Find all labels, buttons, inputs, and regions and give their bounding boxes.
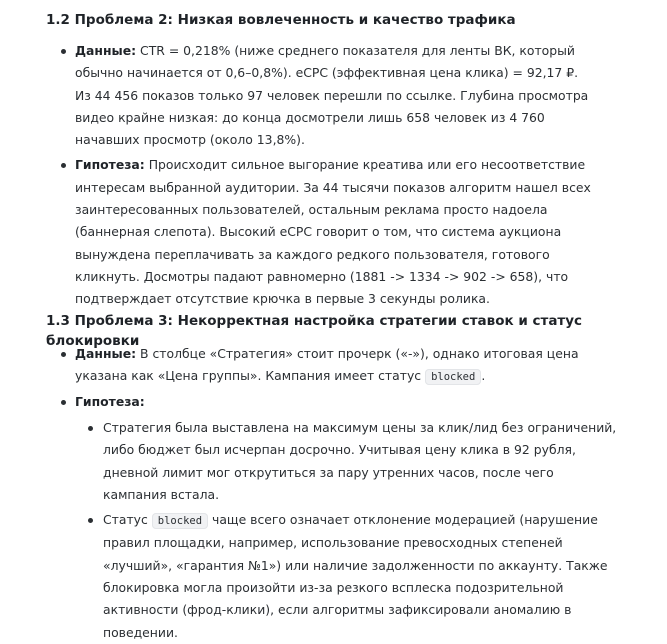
sub-list-item [103, 509, 623, 644]
section-1-3-sublist [103, 417, 663, 644]
bullet-icon [61, 352, 66, 357]
hypothesis-label: Гипотеза: [75, 157, 145, 173]
bullet-icon [88, 518, 93, 523]
data-text: В столбце «Стратегия» стоит прочерк («-»), однако итоговая цена указана как «Цена группы». Кампания имеет статус [75, 346, 579, 384]
section-heading-1-2: 1.2 Проблема 2: Низкая вовлеченность и качество трафика [46, 12, 516, 28]
hypothesis-text: Происходит сильное выгорание креатива или его несоответствие интересам выбранной аудитории. За 44 тысячи показов алгоритм нашел всех заинтересованных пользователей, остальным реклама просто надоела (баннерная слепота). Высокий eCPC говорит о том, что система аукциона вынуждена переплачивать за каждого редкого пользователя, готового кликнуть. Досмотры падают равномерно (1881 -> 1334 -> 902 -> 658), что подтверждает отсутствие крючка в первые 3 секунды ролика. [75, 157, 591, 307]
data-label: Данные: [75, 43, 137, 58]
data-text: CTR = 0,218% (ниже среднего показателя для ленты ВК, который обычно начинается от 0,6–0,8%). eCPC (эффективная цена клика) = 92,17 ₽. Из 44 456 показов только 97 человек перешли по ссылке. Глубина просмотра видео крайне низкая: до конца досмотрели лишь 658 человек из 4 760 начавших просмотр (около 13,8%). [75, 43, 589, 148]
list-item-hypothesis [46, 391, 606, 413]
status-code: blocked [425, 369, 481, 385]
sub-item-text-start: Статус [103, 512, 148, 528]
section-1-2-list [46, 40, 606, 311]
bullet-icon [61, 49, 66, 54]
data-text-end: . [481, 368, 486, 384]
bullet-icon [61, 400, 66, 405]
list-item-data [46, 40, 595, 151]
sub-list-item [103, 417, 618, 506]
section-1-3-list [46, 343, 606, 413]
hypothesis-label: Гипотеза: [75, 393, 145, 409]
sub-item-text: Стратегия была выставлена на максимум цены за клик/лид без ограничений, либо бюджет был исчерпан досрочно. Учитывая цену клика в 92 рубля, дневной лимит мог открутиться за пару утренних часов, после чего кампания встала. [103, 420, 617, 502]
section-heading-1-3: 1.3 Проблема 3: Некорректная настройка стратегии ставок и статус блокировки [46, 313, 583, 349]
status-code: blocked [152, 513, 208, 529]
list-item-data [46, 343, 615, 389]
bullet-icon [88, 426, 93, 431]
bullet-icon [61, 163, 66, 168]
data-label: Данные: [75, 346, 137, 361]
sub-item-text: чаще всего означает отклонение модерацией (нарушение правил площадки, например, использование превосходных степеней «лучший», «гарантия №1») или наличие задолженности по аккаунту. Также блокировка могла произойти из-за резкого всплеска подозрительной активности (фрод-клики), если алгоритмы зафиксировали аномалию в поведении. [103, 512, 608, 640]
list-item-hypothesis [46, 154, 605, 310]
